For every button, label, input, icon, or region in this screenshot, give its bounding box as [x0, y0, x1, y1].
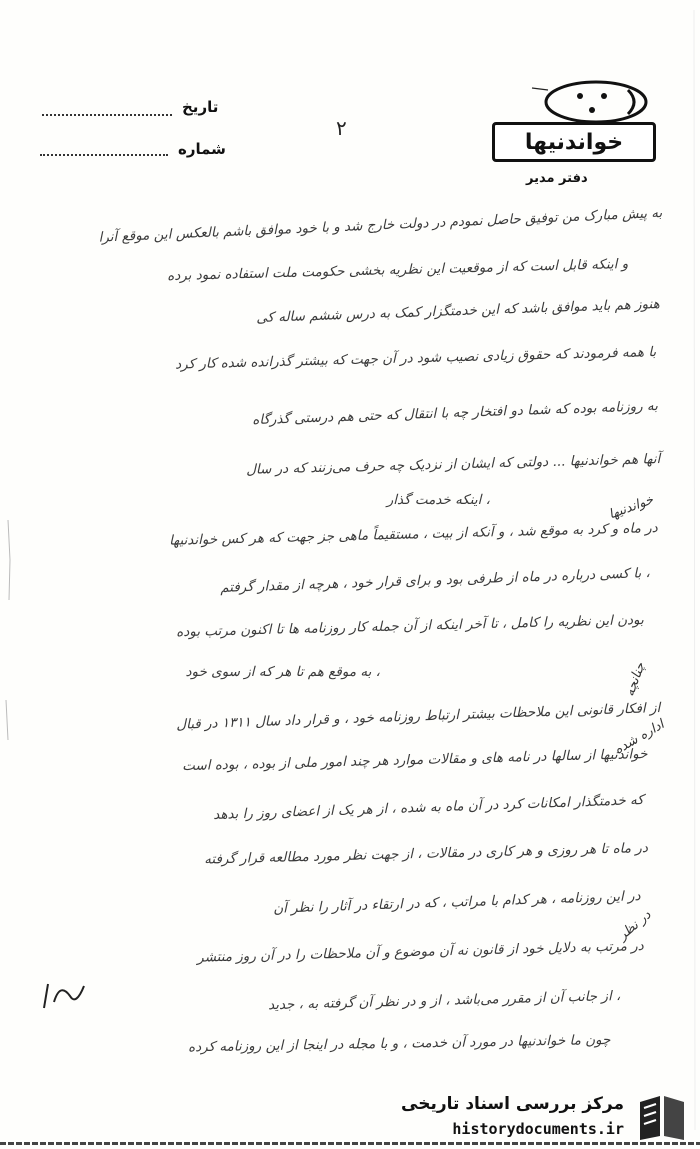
- letter-line: از افکار قانونی این ملاحظات بیشتر ارتباط روزنامه خود ، و قرار داد سال ۱۳۱۱ در قبال: [175, 700, 661, 733]
- margin-note: در نظر: [615, 907, 655, 944]
- logo-emblem-icon: [488, 80, 658, 128]
- number-dotted-line: [40, 152, 168, 156]
- letter-line: هنوز هم باید موافق باشد که این خدمتگزار کمک به درس ششم ساله کی: [256, 296, 661, 327]
- letter-line: خواندنیها از سالها در نامه های و مقالات موارد هر چند امور ملی از بوده ، بوده است: [182, 746, 649, 775]
- margin-scribble: [40, 978, 100, 1018]
- letter-line: ، از جانب آن از مقرر می‌باشد ، از و در نظر آن گرفته به ، جدید: [267, 988, 621, 1014]
- letter-line: و اینکه قابل است که از موقعیت این نظریه بخشی حکومت ملت استفاده نمود برده: [166, 256, 629, 285]
- archive-book-icon: [634, 1092, 690, 1142]
- archive-url: historydocuments.ir: [452, 1120, 624, 1138]
- date-dotted-line: [42, 112, 172, 116]
- brand-wordmark: خواندنیها: [492, 122, 656, 162]
- letter-line: ، به موقع هم تا هر که از سوی خود: [185, 664, 380, 680]
- letter-line: چون ما خواندنیها در مورد آن خدمت ، و با مجله در اینجا از این روزنامه کرده: [187, 1032, 611, 1056]
- letter-line: ، با کسی درباره در ماه از طرفی بود و برای قرار خود ، هرچه از مقدار گرفتم: [220, 565, 651, 596]
- letter-line: با همه فرمودند که حقوق زیادی نصیب شود در آن جهت که بیشتر گذرانده شده کار کرد: [174, 344, 657, 373]
- letter-line: به روزنامه بوده که شما دو افتخار چه با انتقال که حتی هم درستی گذرگاه: [252, 398, 659, 429]
- letterhead-logo: [488, 80, 658, 170]
- letter-line: به پیش مبارک من توفیق حاصل نمودم در دولت خارج شد و با خود موافق باشم بالعکس این موقع آنرا: [97, 205, 663, 246]
- number-label: شماره: [178, 140, 226, 158]
- letter-line: در ماه و کرد به موقع شد ، و آنکه از بیت ، مستقیماً ماهی جز جهت که هر کس خواندنیها: [169, 520, 659, 549]
- margin-note: اداره شده: [611, 717, 667, 758]
- office-label: دفتر مدیر: [526, 171, 588, 186]
- letter-line: در این روزنامه ، هر کدام با مراتب ، که در ارتقاء در آثار را نظر آن: [272, 888, 641, 917]
- page-number: ۲: [336, 116, 347, 140]
- letter-line: در مرتب به دلایل خود از قانون نه آن موضوع و آن ملاحظات را در آن روز منتشر: [197, 938, 645, 966]
- letter-line: آنها هم خواندنیها ... دولتی که ایشان از نزدیک چه حرف می‌زنند که در سال: [245, 451, 661, 478]
- margin-note: خواندنیها: [606, 492, 656, 523]
- margin-note: چنانچه: [622, 660, 649, 699]
- archive-name: مرکز بررسی اسناد تاریخی: [401, 1094, 624, 1114]
- bottom-border: [0, 1141, 700, 1146]
- letter-line: ، اینکه خدمت گذار: [386, 492, 490, 508]
- letter-line: که خدمتگذار امکانات کرد در آن ماه به شده ، از هر یک از اعضای روز را بدهد: [213, 792, 645, 824]
- letter-line: بودن این نظریه را کامل ، تا آخر اینکه از آن جمله کار روزنامه ها تا اکنون مرتب بوده: [176, 612, 645, 641]
- letter-line: در ماه تا هر روزی و هر کاری در مقالات ، از جهت نظر مورد مطالعه قرار گرفته: [204, 840, 649, 868]
- date-label: تاریخ: [182, 98, 219, 116]
